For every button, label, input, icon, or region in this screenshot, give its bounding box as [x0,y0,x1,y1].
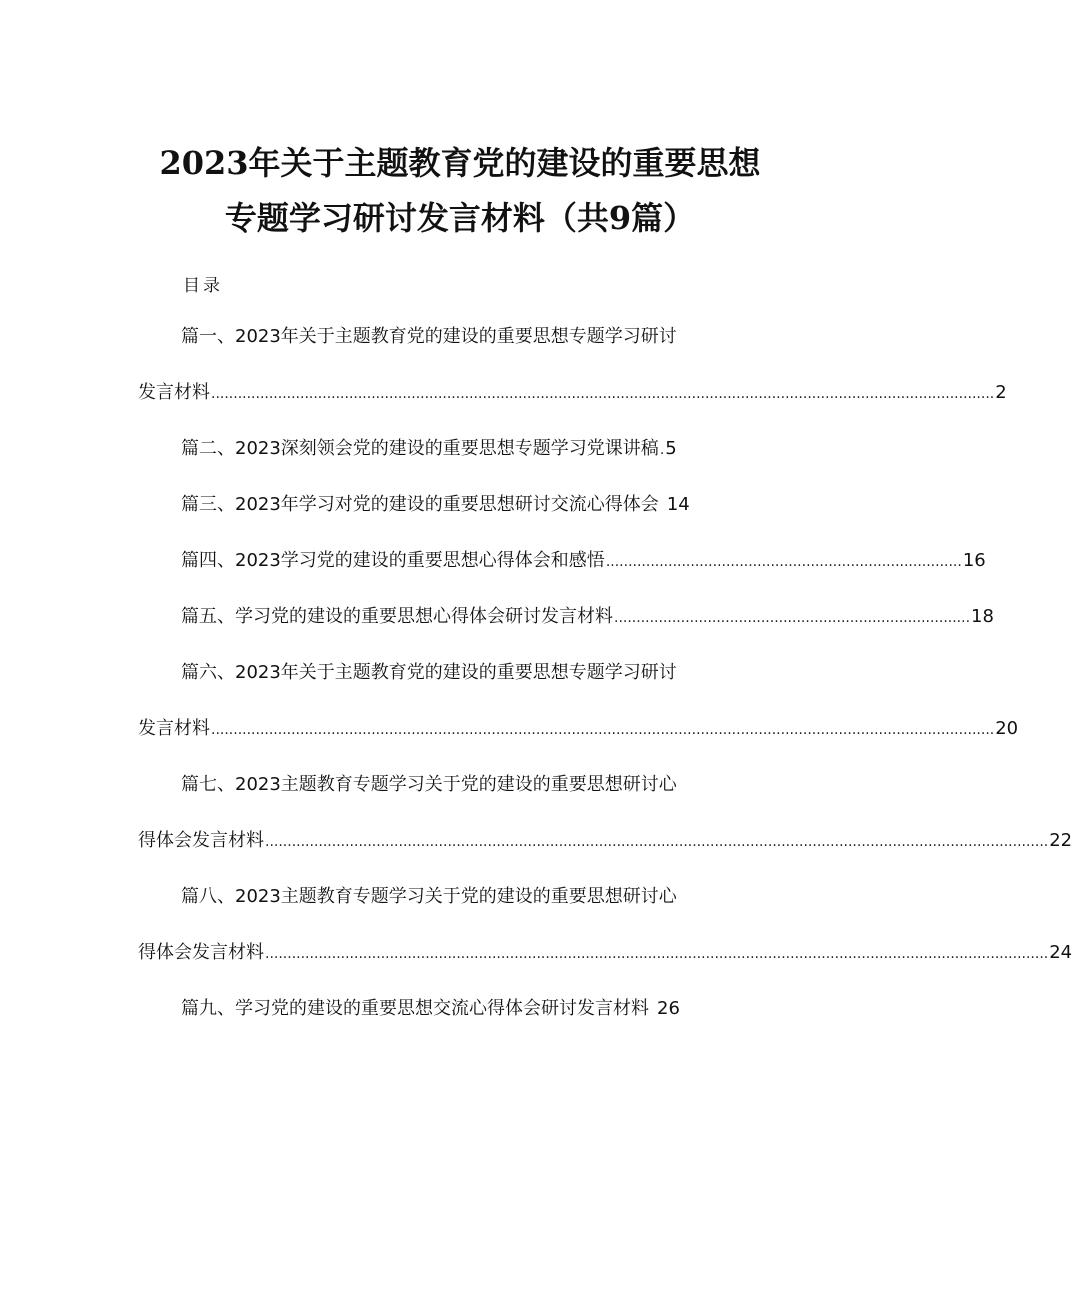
toc-entry-1-line-1[interactable] [181,324,677,350]
toc-entry-3[interactable] [181,492,741,518]
toc-page-number: 18 [971,606,994,627]
toc-entry-8-line-1[interactable] [181,884,677,910]
toc-page-number: 24 [1049,942,1072,963]
toc-page-number: 22 [1049,830,1072,851]
document-title-line-2: 专题学习研讨发言材料（共9篇） [224,199,696,237]
toc-dot-leader: ................................................................................ [614,610,971,626]
toc-entry-6-line-1[interactable] [181,660,677,686]
toc-entry-7-line-2[interactable] [138,828,1072,854]
toc-dot-leader: ................................................................................................................................................................................ [265,834,1049,850]
toc-entry-text: 发言材料 [138,718,210,739]
toc-entry-text: 得体会发言材料 [138,830,264,851]
toc-dot-leader: ................................................................................ [605,554,962,570]
toc-dot-leader: ................................................................................................................................................................................ [211,722,995,738]
toc-entry-text: 篇七、2023主题教育专题学习关于党的建设的重要思想研讨心 [181,774,677,795]
toc-entry-4[interactable] [181,548,986,574]
toc-entry-1-line-2[interactable] [138,380,1007,406]
toc-entry-2[interactable] [181,436,731,462]
toc-entry-6-line-2[interactable] [138,716,1019,742]
toc-dot-leader: ................................................................................................................................................................................ [265,946,1049,962]
toc-entry-text: 篇八、2023主题教育专题学习关于党的建设的重要思想研讨心 [181,886,677,907]
toc-dot-leader: . [659,442,665,458]
toc-entry-9[interactable] [181,996,741,1022]
toc-entry-text: 得体会发言材料 [138,942,264,963]
toc-label: 目录 [183,276,223,296]
toc-page-number: 2 [995,382,1007,403]
toc-entry-text: 篇六、2023年关于主题教育党的建设的重要思想专题学习研讨 [181,662,677,683]
toc-entry-5[interactable] [181,604,994,630]
toc-entry-text: 篇二、2023深刻领会党的建设的重要思想专题学习党课讲稿 [181,438,659,459]
document-title-line-1: 2023年关于主题教育党的建设的重要思想 [159,144,761,182]
toc-page-number: 5 [665,438,677,459]
toc-entry-text: 篇四、2023学习党的建设的重要思想心得体会和感悟 [181,550,605,571]
toc-entry-7-line-1[interactable] [181,772,677,798]
toc-page-number: 26 [657,998,680,1019]
toc-entry-text: 篇九、学习党的建设的重要思想交流心得体会研讨发言材料 [181,998,649,1019]
toc-page-number: 16 [962,550,986,571]
toc-entry-text: 发言材料 [138,382,210,403]
toc-dot-leader: ................................................................................................................................................................................ [211,386,995,402]
toc-entry-8-line-2[interactable] [138,940,1072,966]
toc-entry-text: 篇五、学习党的建设的重要思想心得体会研讨发言材料 [181,606,613,627]
toc-entry-text: 篇一、2023年关于主题教育党的建设的重要思想专题学习研讨 [181,326,677,347]
toc-page-number: 20 [995,718,1019,739]
toc-page-number: 14 [666,494,690,515]
toc-entry-text: 篇三、2023年学习对党的建设的重要思想研讨交流心得体会 [181,494,659,515]
